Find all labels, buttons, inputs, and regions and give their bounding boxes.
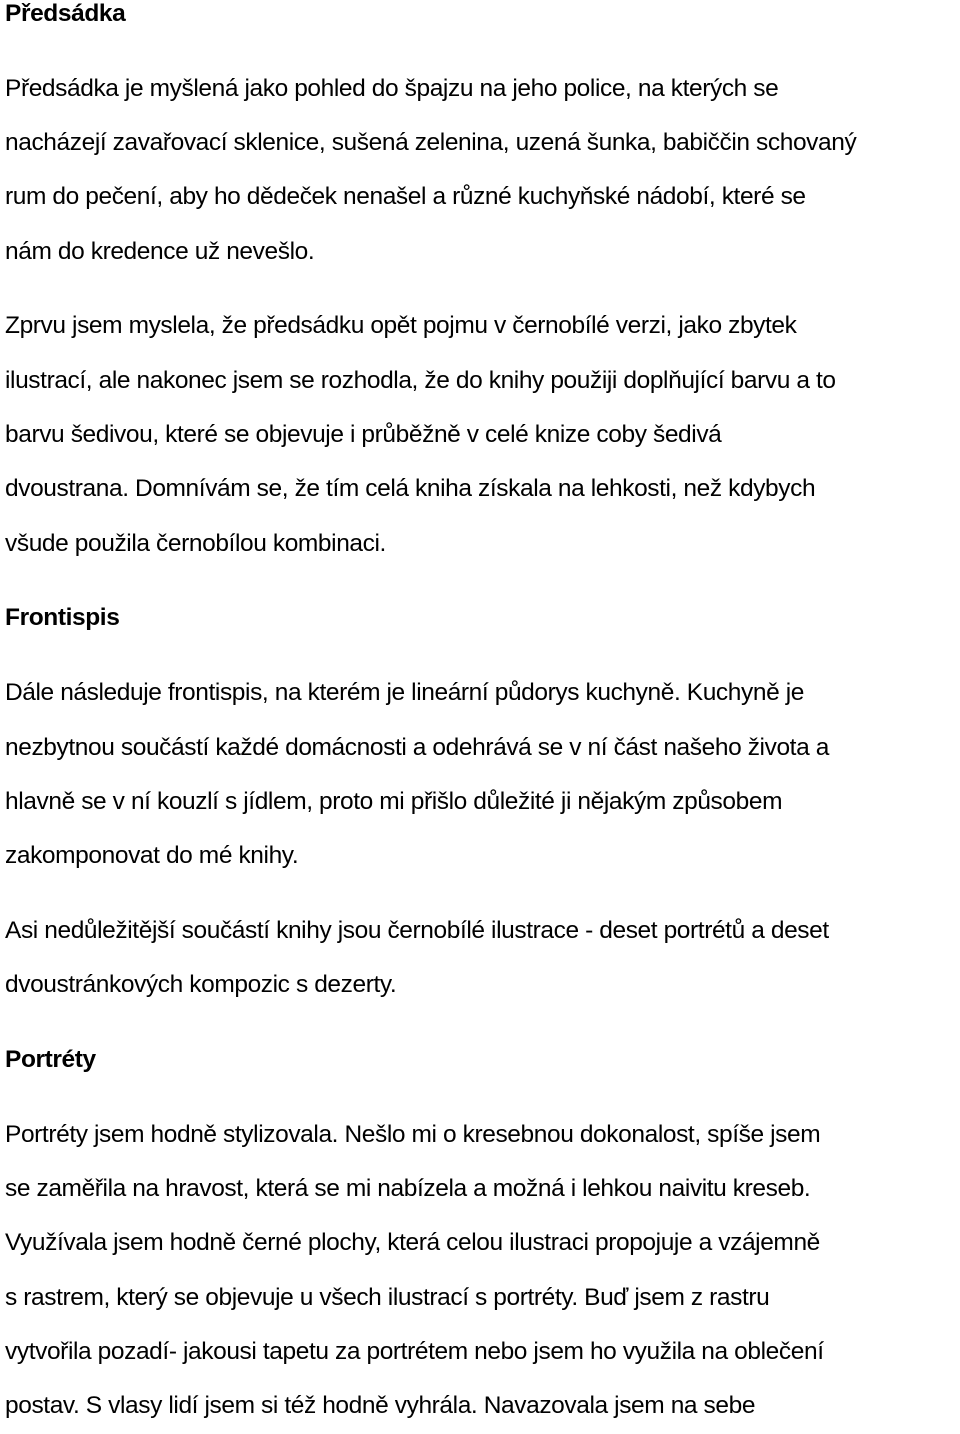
paragraph xyxy=(5,299,960,570)
text-line: nám do kredence už nevešlo. xyxy=(5,237,315,265)
section-heading: Portréty xyxy=(5,1046,96,1074)
text-line: hlavně se v ní kouzlí s jídlem, proto mi přišlo důležité ji nějakým způsobem xyxy=(5,787,783,815)
text-line: se zaměřila na hravost, která se mi nabízela a možná i lehkou naivitu kreseb. xyxy=(5,1175,811,1203)
text-line: Portréty jsem hodně stylizovala. Nešlo mi o kresebnou dokonalost, spíše jsem xyxy=(5,1120,821,1148)
paragraph xyxy=(5,666,960,883)
paragraph xyxy=(5,62,960,279)
text-line: vytvořila pozadí- jakousi tapetu za portrétem nebo jsem ho využila na oblečení xyxy=(5,1338,824,1366)
text-line: dvoustránkových kompozic s dezerty. xyxy=(5,971,397,999)
text-line: všude použila černobílou kombinaci. xyxy=(5,529,386,557)
text-line: Předsádka je myšlená jako pohled do špajzu na jeho police, na kterých se xyxy=(5,74,779,102)
text-line: s rastrem, který se objevuje u všech ilustrací s portréty. Buď jsem z rastru xyxy=(5,1283,770,1311)
text-line: nezbytnou součástí každé domácnosti a odehrává se v ní část našeho života a xyxy=(5,733,829,761)
paragraph xyxy=(5,904,960,1013)
text-line: ilustrací, ale nakonec jsem se rozhodla, že do knihy použiji doplňující barvu a to xyxy=(5,366,836,394)
text-line: Využívala jsem hodně černé plochy, která celou ilustraci propojuje a vzájemně xyxy=(5,1229,820,1257)
text-line: nacházejí zavařovací sklenice, sušená zelenina, uzená šunka, babiččin schovaný xyxy=(5,129,857,157)
section-heading: Frontispis xyxy=(5,604,120,632)
text-line: dvoustrana. Domnívám se, že tím celá kniha získala na lehkosti, než kdybych xyxy=(5,475,816,503)
text-line: rum do pečení, aby ho dědeček nenašel a různé kuchyňské nádobí, které se xyxy=(5,183,806,211)
text-line: Zprvu jsem myslela, že předsádku opět pojmu v černobílé verzi, jako zbytek xyxy=(5,312,797,340)
text-line: Asi nedůležitější součástí knihy jsou černobílé ilustrace - deset portrétů a deset xyxy=(5,916,829,944)
paragraph xyxy=(5,1108,960,1434)
document-page xyxy=(5,0,960,1434)
text-line: barvu šedivou, které se objevuje i průběžně v celé knize coby šedivá xyxy=(5,421,722,449)
text-line: zakomponovat do mé knihy. xyxy=(5,842,299,870)
text-line: Dále následuje frontispis, na kterém je lineární půdorys kuchyně. Kuchyně je xyxy=(5,679,804,707)
text-line: postav. S vlasy lidí jsem si též hodně vyhrála. Navazovala jsem na sebe xyxy=(5,1392,756,1420)
section-heading: Předsádka xyxy=(5,0,126,27)
